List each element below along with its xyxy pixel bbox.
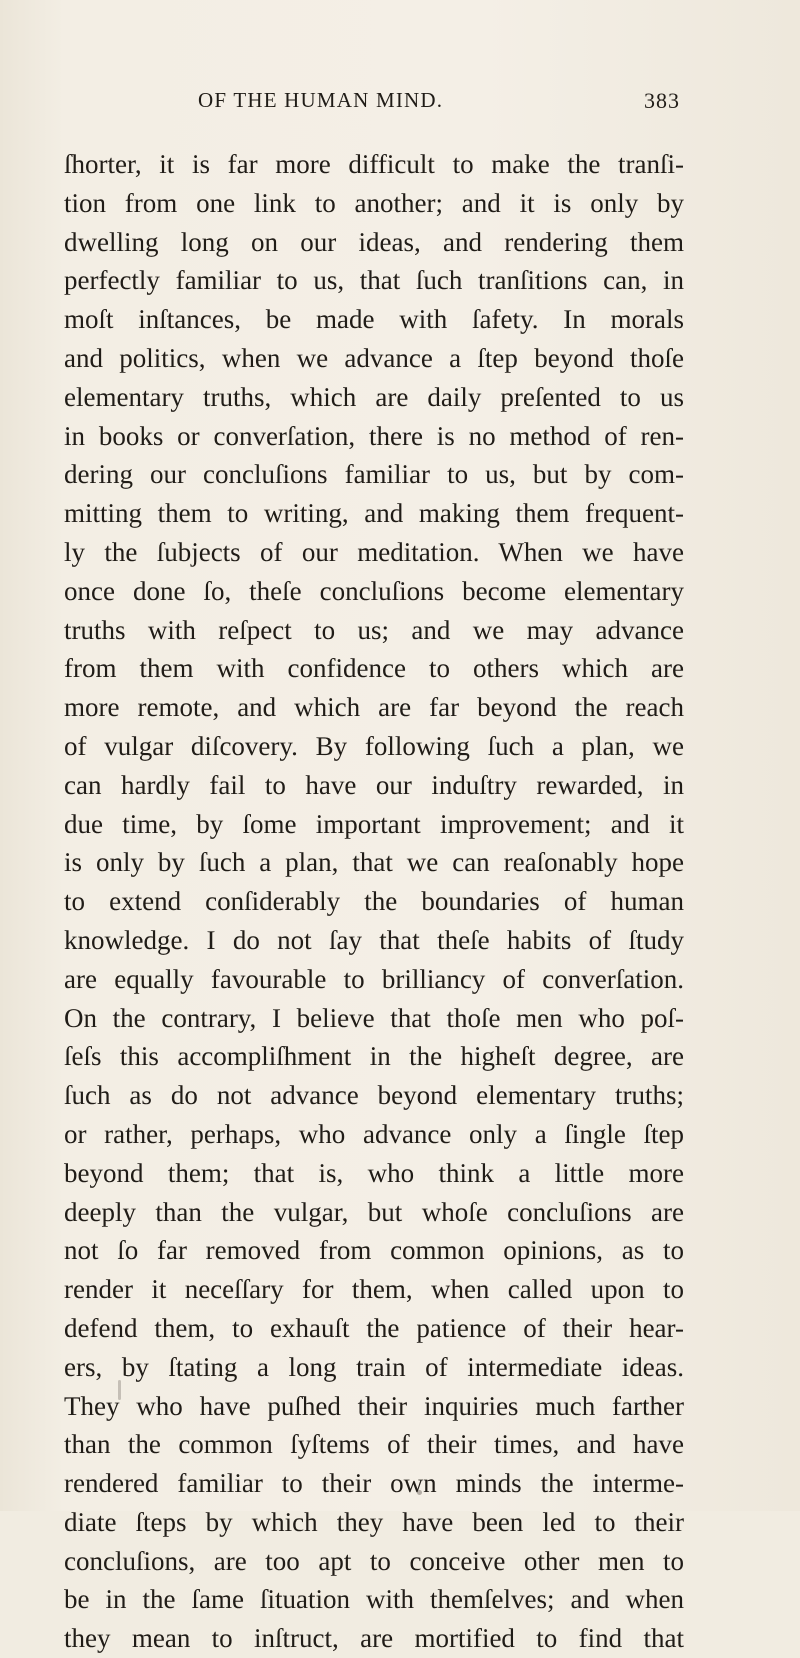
text-line: than the common ſyſtems of their times, and have	[64, 1429, 684, 1460]
text-line: and politics, when we advance a ſtep beyond thoſe	[64, 342, 684, 373]
text-line: once done ſo, theſe concluſions become elementary	[64, 575, 684, 606]
text-line: They who have puſhed their inquiries much farther	[64, 1390, 684, 1421]
text-line: they mean to inſtruct, are mortified to find that	[64, 1623, 684, 1654]
text-line: from them with confidence to others which are	[64, 653, 684, 684]
text-line: be in the ſame ſituation with themſelves; and when	[64, 1584, 684, 1615]
text-line: perfectly familiar to us, that ſuch tranſitions can, in	[64, 265, 684, 296]
text-line: truths with reſpect to us; and we may advance	[64, 614, 684, 645]
text-line: dwelling long on our ideas, and rendering them	[64, 226, 684, 257]
text-line: diate ſteps by which they have been led to their	[64, 1506, 684, 1537]
text-line: deeply than the vulgar, but whoſe concluſions are	[64, 1196, 684, 1227]
running-title: OF THE HUMAN MIND.	[198, 88, 444, 112]
text-line: moſt inſtances, be made with ſafety. In morals	[64, 304, 684, 335]
text-line: to extend conſiderably the boundaries of human	[64, 886, 684, 917]
text-line: is only by ſuch a plan, that we can reaſonably hope	[64, 847, 684, 878]
text-line: tion from one link to another; and it is only by	[64, 187, 684, 218]
text-line: defend them, to exhauſt the patience of their hear-	[64, 1312, 684, 1343]
text-line: in books or converſation, there is no method of ren-	[64, 420, 684, 451]
text-line: concluſions, are too apt to conceive other men to	[64, 1545, 684, 1576]
text-line: elementary truths, which are daily preſented to us	[64, 381, 684, 412]
text-line: rendered familiar to their own minds the interme-	[64, 1468, 684, 1499]
text-line: mitting them to writing, and making them frequent-	[64, 498, 684, 529]
text-line: dering our concluſions familiar to us, but by com-	[64, 459, 684, 490]
text-line: are equally favourable to brilliancy of converſation.	[64, 963, 684, 994]
text-line: On the contrary, I believe that thoſe men who poſ-	[64, 1002, 684, 1033]
text-line: ſhorter, it is far more difficult to make the tranſi-	[64, 149, 684, 179]
text-line: ly the ſubjects of our meditation. When we have	[64, 536, 684, 567]
text-line: not ſo far removed from common opinions, as to	[64, 1235, 684, 1266]
text-line: ſuch as do not advance beyond elementary truths;	[64, 1080, 684, 1111]
text-line: ſeſs this accompliſhment in the higheſt degree, are	[64, 1041, 684, 1072]
text-line: beyond them; that is, who think a little more	[64, 1157, 684, 1188]
text-line: knowledge. I do not ſay that theſe habits of ſtudy	[64, 924, 684, 955]
text-line: can hardly fail to have our induſtry rewarded, in	[64, 769, 684, 800]
text-line: ers, by ſtating a long train of intermediate ideas.	[64, 1351, 684, 1382]
body-text	[64, 145, 684, 1658]
paper-mark	[118, 1380, 121, 1400]
text-line: of vulgar diſcovery. By following ſuch a plan, we	[64, 730, 684, 761]
text-line: or rather, perhaps, who advance only a ſingle ſtep	[64, 1118, 684, 1149]
text-line: due time, by ſome important improvement; and it	[64, 808, 684, 839]
paper-speck	[417, 1490, 422, 1495]
text-line: render it neceſſary for them, when called upon to	[64, 1274, 684, 1305]
page-header	[198, 88, 680, 122]
text-line: more remote, and which are far beyond the reach	[64, 692, 684, 723]
page-number: 383	[644, 88, 680, 113]
